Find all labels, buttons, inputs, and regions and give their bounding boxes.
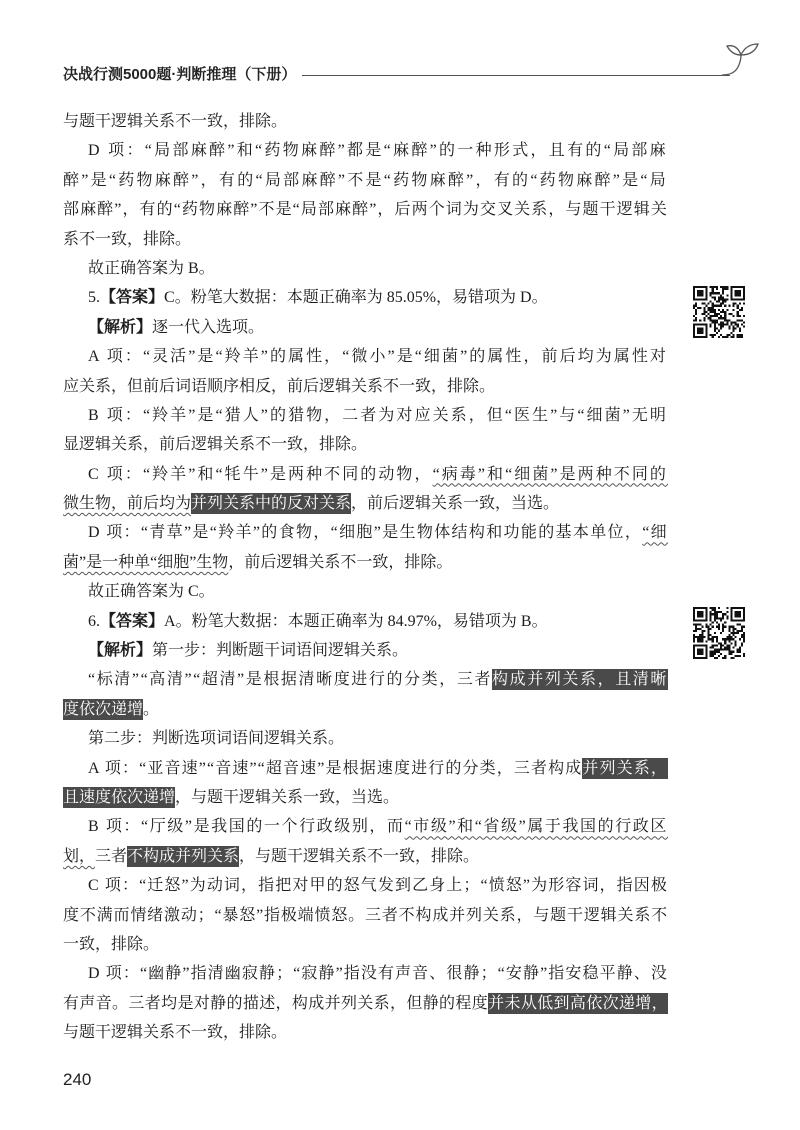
text-line bbox=[63, 283, 668, 312]
qr-code bbox=[693, 607, 745, 659]
text-segment: 。 bbox=[143, 700, 160, 718]
text-line-content bbox=[63, 195, 668, 224]
qr-pattern bbox=[693, 286, 745, 338]
text-segment: 故正确答案为 C。 bbox=[88, 583, 215, 601]
text-line-content bbox=[88, 754, 668, 783]
highlighted-text: 构成并列关系，且清晰 bbox=[492, 671, 668, 689]
text-segment: D 项：“幽静”指清幽寂静；“寂静”指没有声音、很静；“安静”指安稳平静、没 bbox=[88, 965, 668, 983]
text-segment: 醉”是“药物麻醉”，有的“局部麻醉”不是“药物麻醉”，有的“药物麻醉”是“局 bbox=[63, 171, 668, 189]
underlined-text: 菌”是一种单“细胞”生物 bbox=[63, 553, 229, 571]
text-line bbox=[63, 989, 668, 1018]
text-segment: A。粉笔大数据：本题正确率为 84.97%，易错项为 B。 bbox=[164, 612, 548, 630]
text-line-content bbox=[88, 607, 548, 636]
text-segment: 第二步：判断选项词语间逻辑关系。 bbox=[88, 730, 345, 748]
text-segment: 一致，排除。 bbox=[63, 935, 160, 953]
text-line-content bbox=[63, 930, 159, 959]
text-segment: 第一步：判断题干词语间逻辑关系。 bbox=[152, 642, 409, 660]
text-line-content bbox=[63, 430, 367, 459]
text-line-content bbox=[63, 372, 495, 401]
text-segment: “标清”“高清”“超清”是根据清晰度进行的分类，三者 bbox=[88, 671, 493, 689]
text-line-content bbox=[88, 636, 408, 665]
highlighted-text: 并列关系， bbox=[582, 759, 668, 777]
qr-pattern bbox=[693, 607, 745, 659]
text-line-content bbox=[88, 959, 668, 988]
text-line bbox=[63, 665, 668, 694]
text-line bbox=[63, 195, 668, 224]
paragraph bbox=[63, 460, 668, 519]
text-segment: D 项：“青草”是“羚羊”的食物，“细胞”是生物体结构和功能的基本单位， bbox=[88, 524, 643, 542]
text-segment: A 项：“灵活”是“羚羊”的属性，“微小”是“细菌”的属性，前后均为属性对 bbox=[88, 348, 668, 366]
underlined-text: “市级”和“省级”属于我国的行政区 bbox=[404, 818, 668, 836]
text-line-content bbox=[63, 901, 668, 930]
paragraph bbox=[63, 754, 668, 813]
text-segment: 6. bbox=[88, 612, 100, 630]
text-segment: C。粉笔大数据：本题正确率为 85.05%，易错项为 D。 bbox=[164, 289, 548, 307]
paragraph bbox=[63, 283, 668, 312]
text-line-content bbox=[63, 548, 452, 577]
page-number: 240 bbox=[63, 1070, 92, 1089]
text-line bbox=[63, 548, 668, 577]
highlighted-text: 不构成并列关系 bbox=[127, 847, 240, 865]
text-line bbox=[63, 959, 668, 988]
text-line-content bbox=[88, 460, 668, 489]
text-line bbox=[63, 166, 668, 195]
text-line bbox=[63, 254, 668, 283]
text-line bbox=[63, 460, 668, 489]
text-line bbox=[63, 107, 668, 136]
text-line-content bbox=[88, 254, 215, 283]
text-line bbox=[63, 372, 668, 401]
text-line bbox=[63, 518, 668, 547]
text-line-content bbox=[63, 1018, 287, 1047]
paragraph bbox=[63, 724, 668, 753]
text-line bbox=[63, 489, 668, 518]
text-line-content bbox=[88, 665, 668, 694]
text-segment: 故正确答案为 B。 bbox=[88, 259, 215, 277]
text-segment: ，前后逻辑关系不一致，排除。 bbox=[228, 553, 453, 571]
text-segment: 显逻辑关系，前后逻辑关系不一致，排除。 bbox=[63, 436, 368, 454]
paragraph bbox=[63, 636, 668, 665]
highlighted-text: 度依次递增 bbox=[63, 700, 144, 718]
paragraph bbox=[63, 313, 668, 342]
text-line bbox=[63, 430, 668, 459]
bold-label: 【答案】 bbox=[100, 612, 165, 630]
text-line-content bbox=[88, 812, 668, 841]
text-line bbox=[63, 313, 668, 342]
underlined-text: “细 bbox=[642, 524, 668, 542]
paragraph bbox=[63, 136, 668, 254]
paragraph bbox=[63, 812, 668, 871]
text-segment: D 项：“局部麻醉”和“药物麻醉”都是“麻醉”的一种形式，且有的“局部麻 bbox=[88, 142, 668, 160]
text-segment: B 项：“羚羊”是“猎人”的猎物，二者为对应关系，但“医生”与“细菌”无明 bbox=[88, 406, 668, 424]
text-segment: C 项：“羚羊”和“牦牛”是两种不同的动物， bbox=[88, 465, 433, 483]
text-segment: ，与题干逻辑关系不一致，排除。 bbox=[239, 847, 480, 865]
text-line-content bbox=[88, 401, 668, 430]
paragraph bbox=[63, 107, 668, 136]
text-segment: 部麻醉”，有的“药物麻醉”不是“局部麻醉”，后两个词为交叉关系，与题干逻辑关 bbox=[63, 201, 668, 219]
text-line-content bbox=[63, 225, 191, 254]
text-segment: 与题干逻辑关系不一致，排除。 bbox=[63, 113, 288, 130]
paragraph bbox=[63, 871, 668, 959]
highlighted-text: 并未从低到高依次递增， bbox=[488, 994, 668, 1012]
text-segment: 度不满而情绪激动；“暴怒”指极端愤怒。三者不构成并列关系，与题干逻辑关系不 bbox=[63, 906, 668, 924]
text-line bbox=[63, 724, 668, 753]
text-line bbox=[63, 1018, 668, 1047]
text-segment: B 项：“厅级”是我国的一个行政级别，而 bbox=[88, 818, 405, 836]
text-line bbox=[63, 577, 668, 606]
text-line bbox=[63, 812, 668, 841]
text-line-content bbox=[63, 783, 399, 812]
text-line-content bbox=[88, 518, 668, 547]
sprout-icon bbox=[722, 40, 762, 80]
text-segment: 系不一致，排除。 bbox=[63, 230, 192, 248]
text-line-content bbox=[63, 489, 559, 518]
text-line-content bbox=[88, 577, 215, 606]
text-line bbox=[63, 754, 668, 783]
text-segment: C 项：“迁怒”为动词，指把对甲的怒气发到乙身上；“愤怒”为形容词，指因极 bbox=[88, 877, 668, 895]
running-header-title: 决战行测5000题·判断推理（下册） bbox=[63, 66, 297, 83]
text-line bbox=[63, 695, 668, 724]
text-line-content bbox=[63, 842, 479, 871]
text-line bbox=[63, 636, 668, 665]
text-line bbox=[63, 225, 668, 254]
header-rule bbox=[302, 75, 730, 76]
text-segment: 5. bbox=[88, 289, 100, 307]
text-segment: 应关系，但前后词语顺序相反，前后逻辑关系不一致，排除。 bbox=[63, 377, 496, 395]
paragraph bbox=[63, 607, 668, 636]
text-line bbox=[63, 401, 668, 430]
text-line-content bbox=[88, 871, 668, 900]
text-line-content bbox=[88, 313, 264, 342]
text-line bbox=[63, 607, 668, 636]
text-segment: 与题干逻辑关系不一致，排除。 bbox=[63, 1024, 288, 1042]
paragraph bbox=[63, 401, 668, 460]
highlighted-text: 并列关系中的反对关系 bbox=[191, 495, 352, 513]
text-line-content bbox=[88, 283, 548, 312]
text-line-content bbox=[88, 342, 668, 371]
paragraph bbox=[63, 577, 668, 606]
underlined-text: 微生物，前后均为 bbox=[63, 495, 192, 513]
text-line-content bbox=[63, 695, 159, 724]
text-line-content bbox=[63, 107, 287, 136]
paragraph bbox=[63, 342, 668, 401]
bold-label: 【解析】 bbox=[88, 642, 153, 660]
text-line-content bbox=[63, 166, 668, 195]
bold-label: 【答案】 bbox=[100, 289, 165, 307]
text-line bbox=[63, 842, 668, 871]
text-segment: ，与题干逻辑关系一致，当选。 bbox=[175, 788, 400, 806]
paragraph bbox=[63, 665, 668, 724]
text-line bbox=[63, 930, 668, 959]
text-line bbox=[63, 871, 668, 900]
text-line bbox=[63, 342, 668, 371]
paragraph bbox=[63, 254, 668, 283]
qr-code bbox=[693, 286, 745, 338]
text-segment: A 项：“亚音速”“音速”“超音速”是根据速度进行的分类，三者构成 bbox=[88, 759, 583, 777]
text-segment: 三者 bbox=[95, 847, 128, 865]
text-segment: 有声音。三者均是对静的描述，构成并列关系，但静的程度 bbox=[63, 994, 489, 1012]
text-line-content bbox=[88, 724, 344, 753]
text-line bbox=[63, 783, 668, 812]
text-line-content bbox=[88, 136, 668, 165]
text-line-content bbox=[63, 989, 668, 1018]
underlined-text: 划， bbox=[63, 847, 96, 865]
highlighted-text: 且速度依次递增 bbox=[63, 788, 176, 806]
underlined-text: “病毒”和“细菌”是两种不同的 bbox=[432, 465, 668, 483]
text-segment: 逐一代入选项。 bbox=[152, 318, 265, 336]
paragraph bbox=[63, 959, 668, 1047]
text-line bbox=[63, 136, 668, 165]
text-segment: ，前后逻辑关系一致，当选。 bbox=[351, 495, 560, 513]
text-line bbox=[63, 901, 668, 930]
paragraph bbox=[63, 518, 668, 577]
body-text bbox=[63, 107, 668, 1048]
bold-label: 【解析】 bbox=[88, 318, 153, 336]
